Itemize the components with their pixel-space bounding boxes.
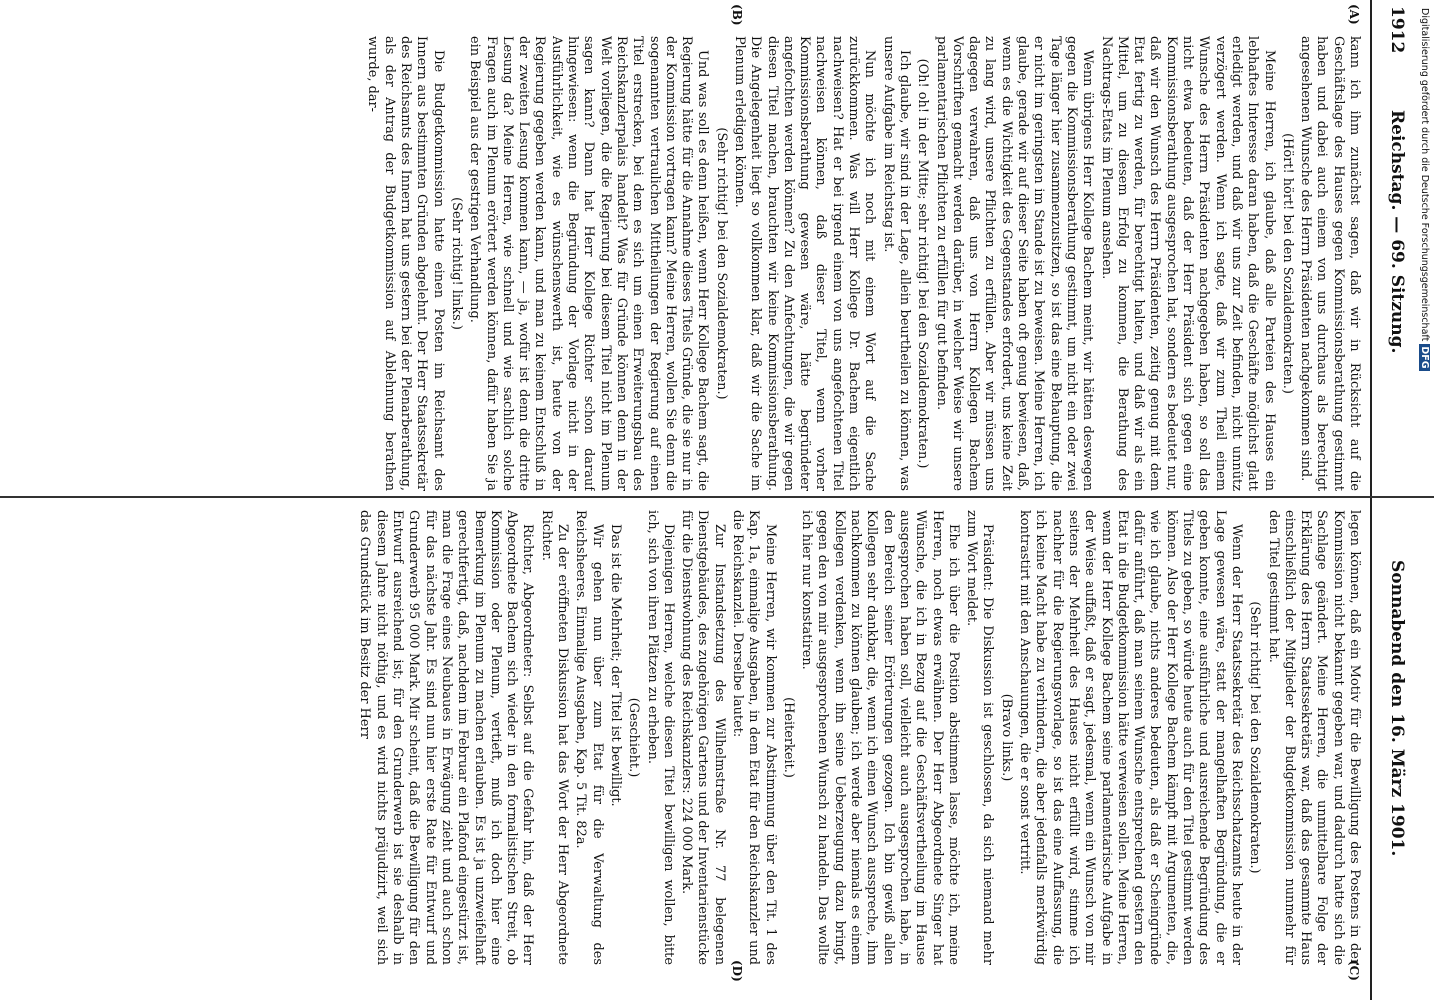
session-date: Sonnabend den 16. März 1901. bbox=[1387, 560, 1407, 857]
paragraph: Ehe ich über die Position abstimmen lasse, möchte ich, meine Herren, noch etwas erwähnen. Der Herr Abgeordnete Singer hat Wünsche, die ich in Bezug auf die Geschäftsvertheilung im Hause ausgesprochen haben soll, vielleicht auch ausgesprochen habe, in den Bereich seiner Erörterungen gezogen. Ich bin gewiß allen Kollegen sehr dankbar, die, wenn ich einen Wunsch ausspreche, ihm nachkommen zu können glauben; ich werde aber niemals es einem Kollegen verdenken, wenn ihn seine Ueberzeugung dazu bringt, gegen den von mir ausgesprochenen Wunsch zu handeln. Das wollte ich hier nur konstatiren. bbox=[799, 510, 961, 965]
right-text-column bbox=[67, 510, 1362, 965]
margin-marker-d: (D) bbox=[730, 960, 744, 982]
margin-marker-b: (B) bbox=[730, 4, 744, 26]
paragraph: Die Budgetkommission hatte einen Posten im Reichsamt des Innern aus bestimmten Gründen abgelehnt. Der Herr Staatssekretär des Reichsamts des Innern hat uns gestern bei der Plenarberathung, als der Antrag der Budgetkommission auf Ablehnung berathen wurde, dar- bbox=[365, 36, 446, 491]
paragraph: Meine Herren, wir kommen zur Abstimmung über den Tit. 1 des Kap. 1a, einmalige Ausgaben, in dem Etat für den Reichskanzler und die Reichskanzlei. Derselbe lautet: bbox=[730, 510, 778, 965]
interjection: (Bravo links.) bbox=[998, 693, 1014, 782]
interjection: (Oh! oh! in der Mitte; sehr richtig! bei den Sozialdemokraten.) bbox=[915, 58, 931, 469]
margin-marker-c: (C) bbox=[1347, 960, 1361, 981]
paragraph: Präsident: Die Diskussion ist geschlossen, da sich niemand mehr zum Wort meldet. bbox=[964, 510, 996, 965]
page-number: 1912 bbox=[1387, 6, 1407, 54]
dfg-logo: DFG bbox=[1419, 346, 1430, 369]
paragraph: legen können, daß ein Motiv für die Bewilligung des Postens in der Kommission nicht bekannt gegeben war, und dadurch hatte sich die Sachlage geändert. Meine Herren, die unmittelbare Folge der Erklärung des Herrn Staatssekretärs war, daß das gesammte Haus einschließlich der Mitglieder der Budgetkommission nunmehr für den Titel gestimmt hat. bbox=[1265, 510, 1362, 965]
paragraph: Diejenigen Herren, welche diesen Titel bewilligen wollen, bitte ich, sich von ihren Plätzen zu erheben. bbox=[644, 510, 676, 965]
paragraph: Nun möchte ich noch mit einem Wort auf die Sache zurückkommen. Was will Herr Kollege Dr. Bachem eigentlich nachweisen? Hat er bei irgend einem von uns angefochtenen Titel nachweisen können, daß dieser Titel, wenn vorher Kommissionsberathung gewesen wäre, hätte begründeter angefochten werden können? Zu den Anfechtungen, die wir gegen diesen Titel machen, brauchten wir keine Kommissionsberathung. Die Angelegenheit liegt so vollkommen klar, daß wir die Sache im Plenum erledigen können. bbox=[732, 36, 878, 491]
digitization-credit bbox=[1416, 8, 1430, 588]
interjection: (Sehr richtig! bei den Sozialdemokraten.) bbox=[1247, 601, 1263, 874]
paragraph: Und was soll es denn heißen, wenn Herr Kollege Bachem sagt, die Regierung hätte für die Annahme dieses Titels Gründe, die sie nur in der Kommission vortragen kann? Meine Herren, wollen Sie denn die sogenannten vertraulichen Mittheilungen der Regierung auf einen Titel erstrecken, bei dem es sich um einen Erweiterungsbau des Reichskanzlerpalais handelt? Was für Gründe können denn in der Welt vorliegen, die die Regierung bei diesem Titel nicht im Plenum sagen kann? Dann hat Herr Kollege Richter schon darauf hingewiesen: wenn die Begründung der Vorlage nicht in der Ausführlichkeit, wie es wünschenswerth ist, heute von der Regierung gegeben werden kann, und man zu keinem Entschluß in der zweiten Lesung kommen kann, — ja, wofür ist denn die dritte Lesung da? Meine Herren, wie schnell und wie sachlich solche Fragen auch im Plenum erörtert werden können, dafür haben Sie ja ein Beispiel aus der gestrigen Verhandlung. bbox=[467, 36, 711, 491]
interjection: (Hört! hört! bei den Sozialdemokraten.) bbox=[1279, 133, 1295, 394]
paragraph: Wenn übrigens Herr Kollege Bachem meint, wir hätten deswegen gegen die Kommissionsberathung gestimmt, um nicht ein oder zwei Tage länger hier zusammenzusitzen, so ist das eine Behauptung, die er nicht im geringsten im Stande ist zu beweisen. Meine Herren, ich glaube, gerade wir auf dieser Seite haben oft genug bewiesen, daß, wenn es die Wichtigkeit des Gegenstandes erfordert, uns keine Zeit zu lang wird, unsere Pflichten zu erfüllen. Aber wir müssen uns dagegen verwahren, daß uns von Herrn Kollegen Bachem Vorschriften gemacht werden darüber, in welcher Weise wir unsere parlamentarischen Pflichten zu erfüllen für gut befinden. bbox=[933, 36, 1096, 491]
margin-marker-a: (A) bbox=[1347, 4, 1361, 25]
credit-text: Digitalisierung gefördert durch die Deutsche Forschungsgemeinschaft bbox=[1419, 8, 1430, 342]
paragraph: kann ich ihm zunächst sagen, daß wir in Rücksicht auf die Geschäftslage des Hauses gegen Kommissionsberathung gestimmt haben und dabei auch einem von uns durchaus als berechtigt angesehenen Wunsche des Herrn Präsidenten nachgekommen sind. bbox=[1298, 36, 1362, 491]
interjection: (Geschieht.) bbox=[626, 697, 642, 778]
left-text-column bbox=[67, 36, 1362, 491]
header-rule bbox=[1370, 0, 1372, 1000]
column-divider bbox=[0, 496, 1434, 498]
interjection: (Sehr richtig! bei den Sozialdemokraten.) bbox=[713, 127, 729, 400]
interjection: (Heiterkeit.) bbox=[780, 697, 796, 778]
paragraph: Ich glaube, wir sind in der Lage, allein beurtheilen zu können, was unsere Aufgabe im Reichstag ist. bbox=[880, 36, 912, 491]
paragraph: Zur Instandsetzung des Wilhelmstraße Nr. 77 belegenen Dienstgebäudes, des zugehörigen Gartens und der Inventarienstücke für die Dienstwohnung des Reichskanzlers: 224 000 Mark. bbox=[679, 510, 727, 965]
session-title: Reichstag. — 69. Sitzung. bbox=[1387, 110, 1407, 354]
paragraph: Meine Herren, ich glaube, daß alle Parteien des Hauses ein lebhaftes Interesse daran haben, daß die Geschäfte möglichst glatt erledigt werden, und daß wir uns zur Zeit befinden, nicht unnütz verzögert werden. Wenn ich sagte, daß wir zum Theil einem Wunsche des Herrn Präsidenten nachgegeben haben, so soll das nicht etwa bedeuten, daß der Herr Präsident sich gegen eine Kommissionsberathung ausgesprochen hat, sondern es bedeutet nur, daß wir den Wunsch des Herrn Präsidenten, zeitig genug mit dem Etat fertig zu werden, für berechtigt halten, und daß wir als ein Mittel, um zu diesem Erfolg zu kommen, die Berathung des Nachtrags-Etats im Plenum ansehen. bbox=[1098, 36, 1277, 491]
paragraph: Wir gehen nun über zum Etat für die Verwaltung des Reichsheeres. Einmalige Ausgaben, Kap. 5 Tit. 82a. bbox=[573, 510, 605, 965]
paragraph: Wenn der Herr Staatssekretär des Reichsschatzamts heute in der Lage gewesen wäre, statt der mangelhaften Begründung, die er geben konnte, eine ausführliche und ausreichende Begründung des Titels zu geben, so würde heute auch für den Titel gestimmt werden können. Also der Herr Kollege Bachem kämpft mit Argumenten, die, wie ich glaube, nichts anderes bedeuten, als daß er Scheingründe dafür anführt, daß man seinem Wunsche entsprechend gestern den Etat in die Budgetkommission hätte verweisen sollen. Meine Herren, wenn der Herr Kollege Bachem seine parlamentarische Aufgabe in der Weise auffaßt, daß er sagt, jedesmal, wenn ein Wunsch von mir seitens der Mehrheit des Hauses nicht erfüllt wird, stimme ich nachher für die Regierungsvorlage, so ist das eine Auffassung, die ich keine Macht habe zu verhindern, die aber jedenfalls merkwürdig kontrastirt mit den Anschauungen, die er sonst vertritt. bbox=[1017, 510, 1244, 965]
interjection: (Sehr richtig! links.) bbox=[448, 197, 464, 330]
paragraph: Richter, Abgeordneter: Selbst auf die Gefahr hin, daß der Herr Abgeordnete Bachem sich wieder in den formalistischen Streit, ob Kommission oder Plenum, vertieft, muß ich doch hier eine Bemerkung im Plenum zu machen erlauben. Es ist ja unzweifelhaft gerechtfertigt, daß, nachdem im Februar ein Plafond eingestürzt ist, man die Frage eines Neubaues in Erwägung zieht und auch schon für das nächste Jahr. Es sind nun hier erste Rate für Entwurf und Grunderwerb 95 000 Mark. Mir scheint, daß die Bewilligung für den Entwurf ausreichend ist; für den Grunderwerb ist sie deshalb in diesem Jahre nicht nöthig, und es wird nichts präjudizirt, weil sich das Grundstück im Besitz der Herr bbox=[357, 510, 536, 965]
paragraph: Zu der eröffneten Diskussion hat das Wort der Herr Abgeordnete Richter. bbox=[538, 510, 571, 965]
page-header bbox=[1379, 0, 1409, 1000]
paragraph: Das ist die Mehrheit; der Titel ist bewilligt. bbox=[607, 524, 623, 807]
